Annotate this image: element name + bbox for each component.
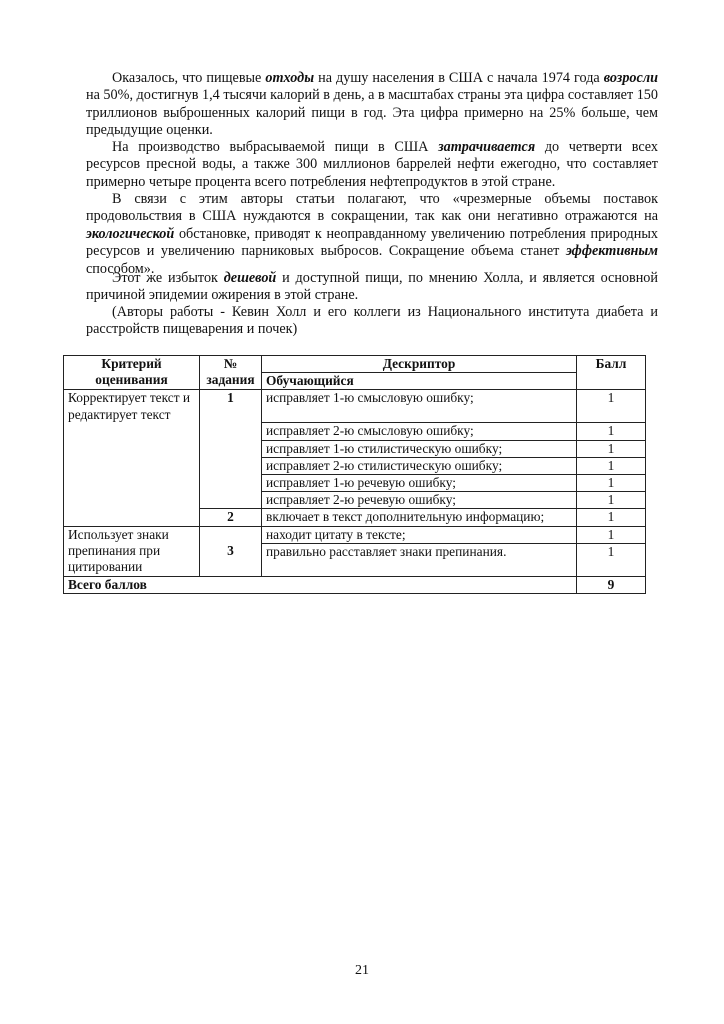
task-number-cell xyxy=(200,492,262,509)
header-task-number: № задания xyxy=(200,356,262,390)
criterion-cell: Использует знаки препинания при цитировании xyxy=(64,526,200,576)
table-row xyxy=(64,440,646,457)
table-row xyxy=(64,509,646,526)
score-cell: 1 xyxy=(577,457,646,474)
criterion-cell xyxy=(64,509,200,526)
header-descriptor: Дескриптор xyxy=(262,356,577,373)
table-row xyxy=(64,423,646,440)
criterion-cell xyxy=(64,423,200,440)
text-fragment: на душу населения в США с начала 1974 года xyxy=(314,70,604,86)
score-cell: 1 xyxy=(577,440,646,457)
grading-table xyxy=(63,355,646,594)
total-row xyxy=(64,576,646,593)
descriptor-cell: находит цитату в тексте; xyxy=(262,526,577,543)
text-fragment: на 50%, достигнув 1,4 тысячи калорий в день, а в масштабах страны эта цифра составляет 150 триллионов выброшенных калорий пищи в год. Эта цифра примерно на 25% больше, чем предыдущие оценки. xyxy=(86,87,658,139)
text-fragment: и доступной пищи, по мнению Холла, и является основной причиной эпидемии ожирения в этой стране. xyxy=(86,270,658,304)
paragraph-source xyxy=(86,304,658,339)
emphasis-text: возросли xyxy=(603,70,658,86)
table-row xyxy=(64,492,646,509)
text-fragment: На производство выбрасываемой пищи в США xyxy=(112,139,439,155)
header-score: Балл xyxy=(577,356,646,390)
score-cell: 1 xyxy=(577,390,646,423)
descriptor-cell: исправляет 2-ю смысловую ошибку; xyxy=(262,423,577,440)
score-cell: 1 xyxy=(577,423,646,440)
table-header-row xyxy=(64,356,646,373)
score-cell: 1 xyxy=(577,509,646,526)
text-fragment: Оказалось, что пищевые xyxy=(112,70,266,86)
emphasis-text: затрачивается xyxy=(438,139,536,155)
task-number-cell: 1 xyxy=(200,390,262,423)
score-cell: 1 xyxy=(577,492,646,509)
criterion-cell xyxy=(64,440,200,457)
descriptor-cell: исправляет 1-ю речевую ошибку; xyxy=(262,474,577,491)
emphasis-text: экологической xyxy=(86,225,175,242)
text-fragment: В связи с этим авторы статьи полагают, что «чрезмерные объемы поставок продовольствия в США нуждаются в сокращении, так как они негативно отражаются на xyxy=(86,191,658,225)
emphasis-text: дешевой xyxy=(223,270,277,286)
emphasis-text: эффективным xyxy=(565,243,658,260)
header-learner: Обучающийся xyxy=(262,373,577,390)
criterion-cell xyxy=(64,474,200,491)
paragraph-food-waste xyxy=(86,70,658,140)
text-fragment: обстановке, приводят к неоправданному увеличению потребления природных ресурсов и увеличению парниковых выбросов. Сокращение объема станет xyxy=(86,225,658,260)
paragraph-resources xyxy=(86,139,658,191)
page-number: 21 xyxy=(355,963,369,978)
header-criterion: Критерий оценивания xyxy=(64,356,200,390)
task-number-cell xyxy=(200,440,262,457)
table-row xyxy=(64,474,646,491)
descriptor-cell: исправляет 2-ю стилистическую ошибку; xyxy=(262,457,577,474)
table-row xyxy=(64,526,646,543)
text-fragment: способом». xyxy=(86,260,155,277)
score-cell: 1 xyxy=(577,526,646,543)
text-fragment: Этот же избыток xyxy=(112,270,224,286)
descriptor-cell: исправляет 1-ю смысловую ошибку; xyxy=(262,390,577,423)
score-cell: 1 xyxy=(577,543,646,576)
task-number-cell: 3 xyxy=(200,526,262,576)
text-fragment: (Авторы работы - Кевин Холл и его коллеги из Национального института диабета и расстройств пищеварения и почек) xyxy=(86,304,658,338)
criterion-cell: Корректирует текст и редактирует текст xyxy=(64,390,200,423)
criterion-cell xyxy=(64,457,200,474)
emphasis-text: отходы xyxy=(265,70,315,86)
descriptor-cell: исправляет 1-ю стилистическую ошибку; xyxy=(262,440,577,457)
total-value: 9 xyxy=(577,576,646,593)
task-number-cell xyxy=(200,457,262,474)
paragraph-obesity xyxy=(86,270,658,305)
descriptor-cell: исправляет 2-ю речевую ошибку; xyxy=(262,492,577,509)
task-number-cell xyxy=(200,474,262,491)
task-number-cell: 2 xyxy=(200,509,262,526)
paragraph-authors-opinion xyxy=(86,191,658,278)
text-fragment: до четверти всех ресурсов пресной воды, а также 300 миллионов баррелей нефти ежегодно, что составляет примерно четыре процента всего потребления нефтепродуктов в этой стране. xyxy=(86,139,658,190)
descriptor-cell: включает в текст дополнительную информацию; xyxy=(262,509,577,526)
task-number-cell xyxy=(200,423,262,440)
criterion-cell xyxy=(64,492,200,509)
table-row xyxy=(64,457,646,474)
descriptor-cell: правильно расставляет знаки препинания. xyxy=(262,543,577,576)
score-cell: 1 xyxy=(577,474,646,491)
total-label: Всего баллов xyxy=(64,576,577,593)
table-row xyxy=(64,390,646,423)
